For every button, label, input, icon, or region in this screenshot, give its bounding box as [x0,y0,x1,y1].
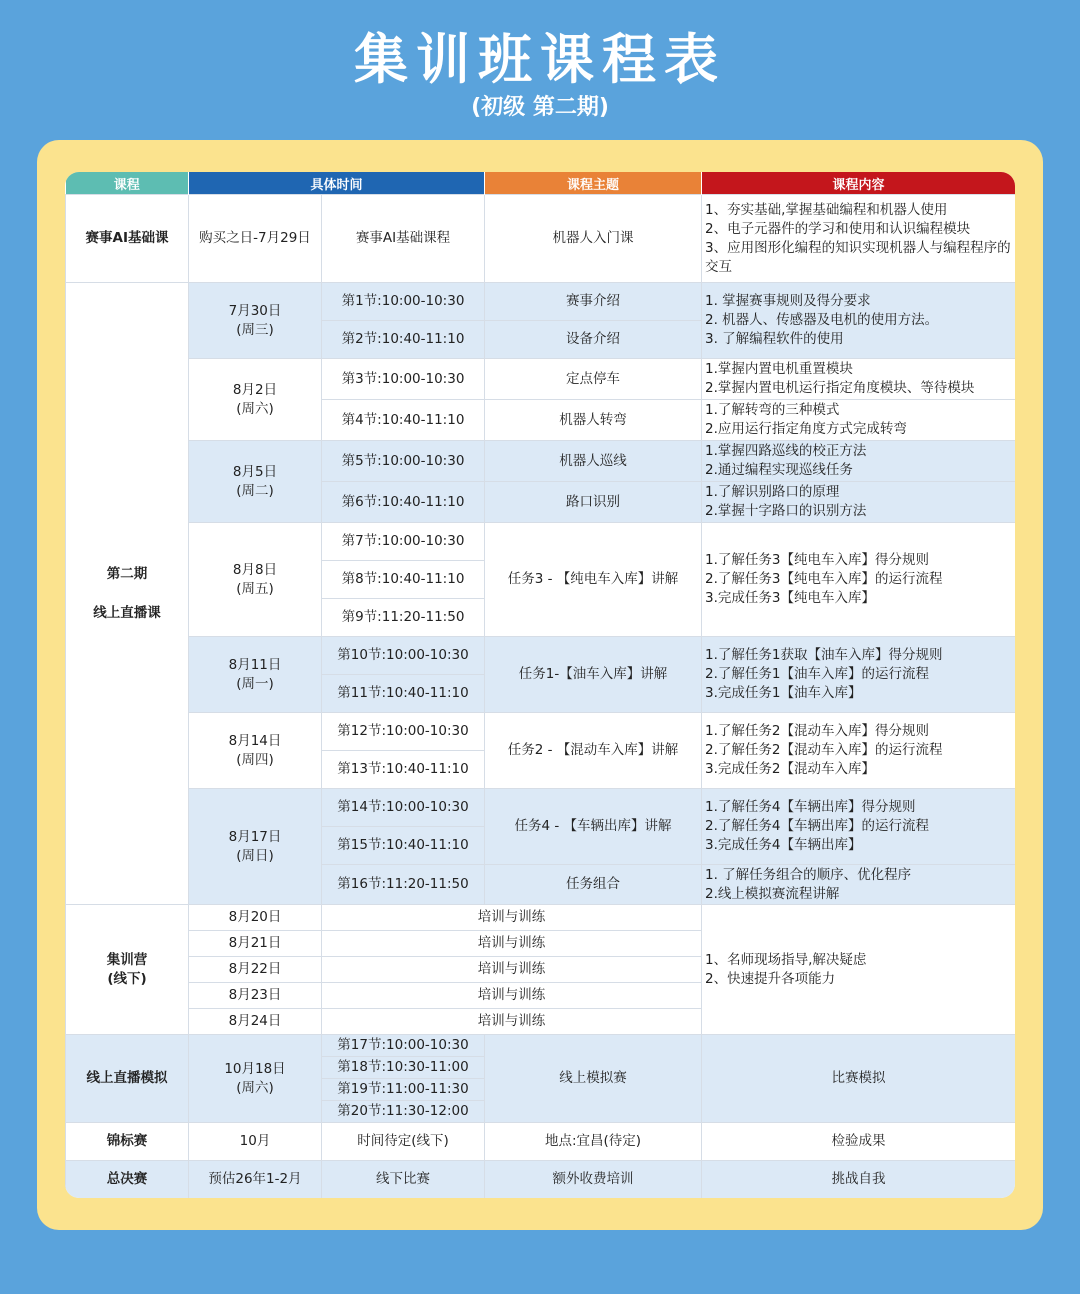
weekday-text: (周一) [236,675,274,692]
course-name [66,905,189,1035]
theme-cell: 机器人巡线 [485,441,702,482]
content-line: 1、名师现场指导,解决疑虑 [705,951,867,968]
session-cell: 第10节:10:00-10:30 [322,637,485,675]
date-text: 8月2日 [232,381,278,398]
date-cell [189,1035,322,1123]
theme-cell: 机器人转弯 [485,400,702,441]
theme-cell: 路口识别 [485,482,702,523]
content-line: 2.掌握十字路口的识别方法 [705,503,867,519]
table-row [66,1161,1016,1199]
content-cell [702,865,1015,905]
course-name-line: 集训营 [106,951,148,968]
date-cell [189,637,322,713]
table-row [66,523,1016,561]
session-cell: 第11节:10:40-11:10 [322,675,485,713]
date-cell: 8月20日 [189,905,322,931]
content-line: 2.应用运行指定角度方式完成转弯 [705,421,907,437]
date-cell [189,359,322,441]
weekday-text: (周日) [236,847,274,864]
theme-cell: 任务3 - 【纯电车入库】讲解 [485,523,702,637]
theme-cell: 任务4 - 【车辆出库】讲解 [485,789,702,865]
content-cell [702,359,1015,400]
content-line: 1. 掌握赛事规则及得分要求 [705,293,871,309]
date-text: 8月14日 [228,732,282,749]
table-row [66,1035,1016,1057]
date-cell: 预估26年1-2月 [189,1161,322,1199]
content-line: 2.通过编程实现巡线任务 [705,462,853,478]
content-line: 2. 机器人、传感器及电机的使用方法。 [705,312,939,328]
session-cell: 第12节:10:00-10:30 [322,713,485,751]
content-line: 3.完成任务4【车辆出库】 [705,837,862,853]
date-cell [189,713,322,789]
date-cell: 购买之日-7月29日 [189,195,322,283]
content-line: 2.了解任务3【纯电车入库】的运行流程 [705,571,943,587]
session-cell: 第9节:11:20-11:50 [322,599,485,637]
course-name-line: (线下) [107,970,147,987]
session-cell: 第13节:10:40-11:10 [322,751,485,789]
header-time: 具体时间 [189,172,485,195]
content-line: 3.完成任务3【纯电车入库】 [705,590,875,606]
course-name: 赛事AI基础课 [66,195,189,283]
content-line: 1、夯实基础,掌握基础编程和机器人使用 [705,201,948,218]
table-row [66,637,1016,675]
content-cell [702,905,1015,1035]
content-line: 1.了解识别路口的原理 [705,484,840,500]
session-cell: 第7节:10:00-10:30 [322,523,485,561]
course-name-line: 线上直播课 [93,604,161,621]
weekday-text: (周六) [236,1079,274,1096]
session-cell: 第15节:10:40-11:10 [322,827,485,865]
session-cell: 第14节:10:00-10:30 [322,789,485,827]
theme-cell: 机器人入门课 [485,195,702,283]
session-cell: 第8节:10:40-11:10 [322,561,485,599]
content-cell [702,523,1015,637]
theme-cell: 设备介绍 [485,321,702,359]
activity-cell: 培训与训练 [322,931,702,957]
date-cell [189,523,322,637]
content-cell [702,441,1015,482]
date-text: 8月17日 [228,828,282,845]
table-row [66,713,1016,751]
content-line: 3、应用图形化编程的知识实现机器人与编程程序的交互 [705,239,1011,275]
table-row [66,789,1016,827]
course-name-line: 第二期 [106,565,148,582]
date-cell [189,789,322,905]
header-course: 课程 [66,172,189,195]
content-line: 2.线上模拟赛流程讲解 [705,885,840,902]
table-row [66,1123,1016,1161]
activity-cell: 培训与训练 [322,1009,702,1035]
content-cell [702,789,1015,865]
table-row [66,905,1016,931]
date-cell: 8月22日 [189,957,322,983]
session-cell: 第18节:10:30-11:00 [322,1057,485,1079]
theme-cell: 赛事介绍 [485,283,702,321]
theme-cell: 任务1-【油车入库】讲解 [485,637,702,713]
header-content: 课程内容 [702,172,1015,195]
date-text: 8月8日 [232,561,278,578]
session-cell: 第20节:11:30-12:00 [322,1101,485,1123]
theme-cell: 地点:宜昌(待定) [485,1123,702,1161]
schedule-table [65,172,1015,1198]
theme-cell: 任务2 - 【混动车入库】讲解 [485,713,702,789]
table-row [66,359,1016,400]
weekday-text: (周三) [236,321,274,338]
course-name: 锦标赛 [66,1123,189,1161]
date-cell: 10月 [189,1123,322,1161]
content-line: 2.了解任务2【混动车入库】的运行流程 [705,742,943,758]
content-line: 1.了解任务3【纯电车入库】得分规则 [705,552,929,568]
content-cell: 比赛模拟 [702,1035,1015,1123]
content-cell [702,637,1015,713]
date-cell [189,441,322,523]
course-name: 总决赛 [66,1161,189,1199]
theme-cell: 额外收费培训 [485,1161,702,1199]
content-line: 1. 了解任务组合的顺序、优化程序 [705,866,912,883]
content-cell: 检验成果 [702,1123,1015,1161]
content-cell: 挑战自我 [702,1161,1015,1199]
schedule-panel [65,172,1015,1198]
date-text: 8月11日 [228,656,282,673]
course-name [66,283,189,905]
session-cell: 第1节:10:00-10:30 [322,283,485,321]
content-cell [702,482,1015,523]
content-line: 3.完成任务2【混动车入库】 [705,761,875,777]
content-line: 1.掌握内置电机重置模块 [705,361,853,377]
session-cell: 第3节:10:00-10:30 [322,359,485,400]
content-cell [702,195,1015,283]
content-line: 1.了解任务1获取【油车入库】得分规则 [705,647,943,663]
session-cell: 第19节:11:00-11:30 [322,1079,485,1101]
content-line: 2、电子元器件的学习和使用和认识编程模块 [705,220,971,237]
content-cell [702,400,1015,441]
course-name: 线上直播模拟 [66,1035,189,1123]
theme-cell: 任务组合 [485,865,702,905]
date-text: 8月5日 [232,463,278,480]
date-cell [189,283,322,359]
theme-cell: 定点停车 [485,359,702,400]
content-line: 3. 了解编程软件的使用 [705,331,844,347]
page-subtitle: (初级 第二期) [471,95,609,120]
time-cell: 赛事AI基础课程 [322,195,485,283]
weekday-text: (周五) [236,580,274,597]
content-line: 3.完成任务1【油车入库】 [705,685,862,701]
date-cell: 8月21日 [189,931,322,957]
session-cell: 第5节:10:00-10:30 [322,441,485,482]
weekday-text: (周六) [236,400,274,417]
time-cell: 线下比赛 [322,1161,485,1199]
table-row [66,441,1016,482]
page-title: 集训班课程表 [354,28,726,91]
content-line: 2.了解任务1【油车入库】的运行流程 [705,666,929,682]
session-cell: 第4节:10:40-11:10 [322,400,485,441]
session-cell: 第17节:10:00-10:30 [322,1035,485,1057]
weekday-text: (周二) [236,482,274,499]
theme-cell: 线上模拟赛 [485,1035,702,1123]
session-cell: 第6节:10:40-11:10 [322,482,485,523]
header-theme: 课程主题 [485,172,702,195]
table-row [66,283,1016,321]
date-text: 7月30日 [228,302,282,319]
weekday-text: (周四) [236,751,274,768]
table-row [66,195,1016,283]
content-line: 1.掌握四路巡线的校正方法 [705,443,867,459]
content-line: 2.了解任务4【车辆出库】的运行流程 [705,818,929,834]
content-line: 1.了解任务4【车辆出库】得分规则 [705,799,916,815]
activity-cell: 培训与训练 [322,957,702,983]
content-cell [702,713,1015,789]
content-cell [702,283,1015,359]
date-cell: 8月24日 [189,1009,322,1035]
activity-cell: 培训与训练 [322,983,702,1009]
time-cell: 时间待定(线下) [322,1123,485,1161]
content-line: 2、快速提升各项能力 [705,970,836,987]
session-cell: 第2节:10:40-11:10 [322,321,485,359]
session-cell: 第16节:11:20-11:50 [322,865,485,905]
content-line: 1.了解任务2【混动车入库】得分规则 [705,723,929,739]
date-cell: 8月23日 [189,983,322,1009]
activity-cell: 培训与训练 [322,905,702,931]
content-line: 2.掌握内置电机运行指定角度模块、等待模块 [705,380,975,396]
content-line: 1.了解转弯的三种模式 [705,402,840,418]
date-text: 10月18日 [224,1060,286,1077]
